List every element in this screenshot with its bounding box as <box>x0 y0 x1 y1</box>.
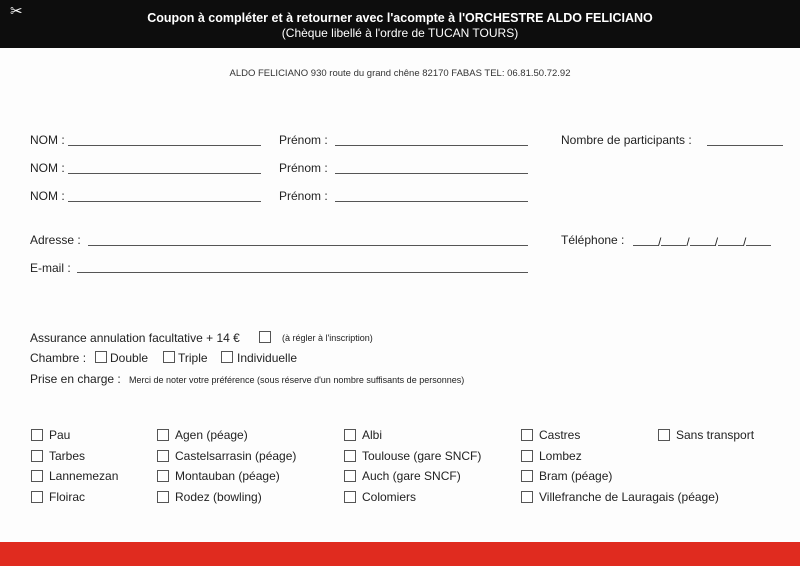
phone-separator: / <box>714 235 719 249</box>
pickup-checkbox-sans-transport[interactable] <box>658 429 670 441</box>
chambre-double-label: Double <box>110 351 149 365</box>
assurance-label: Assurance annulation facultative + 14 € <box>30 331 240 345</box>
pickup-checkbox-tarbes[interactable] <box>31 450 43 462</box>
pickup-label-pau: Pau <box>49 428 71 442</box>
pickup-checkbox-rodez-bowling[interactable] <box>157 491 169 503</box>
prenom-field-3[interactable] <box>335 201 528 202</box>
pickup-label-floirac: Floirac <box>49 490 86 504</box>
phone-separator: / <box>686 235 690 249</box>
pickup-checkbox-floirac[interactable] <box>31 491 43 503</box>
telephone-label: Téléphone : <box>561 233 625 247</box>
chambre-triple-checkbox[interactable] <box>163 351 175 363</box>
pickup-label-albi: Albi <box>362 428 383 442</box>
pickup-checkbox-lombez[interactable] <box>521 450 533 462</box>
pickup-label-lombez: Lombez <box>539 449 582 463</box>
adresse-label: Adresse : <box>30 233 81 247</box>
pickup-checkbox-agen-p-age[interactable] <box>157 429 169 441</box>
pickup-checkbox-castelsarrasin-p-age[interactable] <box>157 450 169 462</box>
pickup-label-castres: Castres <box>539 428 581 442</box>
telephone-field[interactable] <box>633 233 771 249</box>
phone-separator: / <box>743 235 747 249</box>
pickup-checkbox-colomiers[interactable] <box>344 491 356 503</box>
prenom-field-2[interactable] <box>335 173 528 174</box>
footer-band <box>0 542 800 566</box>
pickup-checkbox-bram-p-age[interactable] <box>521 470 533 482</box>
nom-label-2: NOM : <box>30 161 65 175</box>
pickup-checkbox-villefranche-de-lauragais-p-age[interactable] <box>521 491 533 503</box>
pickup-checkbox-montauban-p-age[interactable] <box>157 470 169 482</box>
pickup-label-villefranche-de-lauragais-p-age: Villefranche de Lauragais (péage) <box>539 490 719 504</box>
pickup-label-rodez-bowling: Rodez (bowling) <box>175 490 262 504</box>
chambre-individuelle-checkbox[interactable] <box>221 351 233 363</box>
pickup-label-sans-transport: Sans transport <box>676 428 755 442</box>
assurance-note: (à régler à l'inscription) <box>282 333 373 343</box>
prenom-label-1: Prénom : <box>279 133 328 147</box>
prise-note: Merci de noter votre préférence (sous réserve d'un nombre suffisants de personnes) <box>129 375 465 385</box>
pickup-label-colomiers: Colomiers <box>362 490 417 504</box>
pickup-label-toulouse-gare-sncf: Toulouse (gare SNCF) <box>362 449 482 463</box>
coupon-header <box>0 0 800 48</box>
chambre-double-checkbox[interactable] <box>95 351 107 363</box>
assurance-checkbox[interactable] <box>259 331 271 343</box>
chambre-label: Chambre : <box>30 351 87 365</box>
pickup-checkbox-lannemezan[interactable] <box>31 470 43 482</box>
nom-field-1[interactable] <box>68 145 261 146</box>
adresse-field[interactable] <box>88 245 528 246</box>
pickup-label-tarbes: Tarbes <box>49 449 86 463</box>
nom-field-2[interactable] <box>68 173 261 174</box>
chambre-individuelle-label: Individuelle <box>237 351 298 365</box>
pickup-label-auch-gare-sncf: Auch (gare SNCF) <box>362 469 461 483</box>
email-field[interactable] <box>77 272 528 273</box>
chambre-triple-label: Triple <box>178 351 208 365</box>
participants-label: Nombre de participants : <box>561 133 692 147</box>
phone-separator: / <box>658 235 662 249</box>
scissors-icon: ✂ <box>10 3 23 20</box>
pickup-checkbox-albi[interactable] <box>344 429 356 441</box>
email-label: E-mail : <box>30 261 71 275</box>
pickup-checkbox-toulouse-gare-sncf[interactable] <box>344 450 356 462</box>
pickup-label-montauban-p-age: Montauban (péage) <box>175 469 280 483</box>
pickup-label-castelsarrasin-p-age: Castelsarrasin (péage) <box>175 449 297 463</box>
nom-field-3[interactable] <box>68 201 261 202</box>
prenom-label-3: Prénom : <box>279 189 328 203</box>
pickup-label-bram-p-age: Bram (péage) <box>539 469 613 483</box>
prise-label: Prise en charge : <box>30 372 121 386</box>
participants-field[interactable] <box>707 145 783 146</box>
nom-label-1: NOM : <box>30 133 65 147</box>
pickup-label-lannemezan: Lannemezan <box>49 469 119 483</box>
pickup-checkbox-castres[interactable] <box>521 429 533 441</box>
header-title: Coupon à compléter et à retourner avec l'acompte à l'ORCHESTRE ALDO FELICIANO <box>147 11 653 25</box>
pickup-label-agen-p-age: Agen (péage) <box>175 428 248 442</box>
nom-label-3: NOM : <box>30 189 65 203</box>
prenom-field-1[interactable] <box>335 145 528 146</box>
header-subtitle: (Chèque libellé à l'ordre de TUCAN TOURS) <box>281 26 519 40</box>
organizer-address: ALDO FELICIANO 930 route du grand chêne 82170 FABAS TEL: 06.81.50.72.92 <box>229 68 571 79</box>
prenom-label-2: Prénom : <box>279 161 328 175</box>
pickup-checkbox-pau[interactable] <box>31 429 43 441</box>
pickup-checkbox-auch-gare-sncf[interactable] <box>344 470 356 482</box>
